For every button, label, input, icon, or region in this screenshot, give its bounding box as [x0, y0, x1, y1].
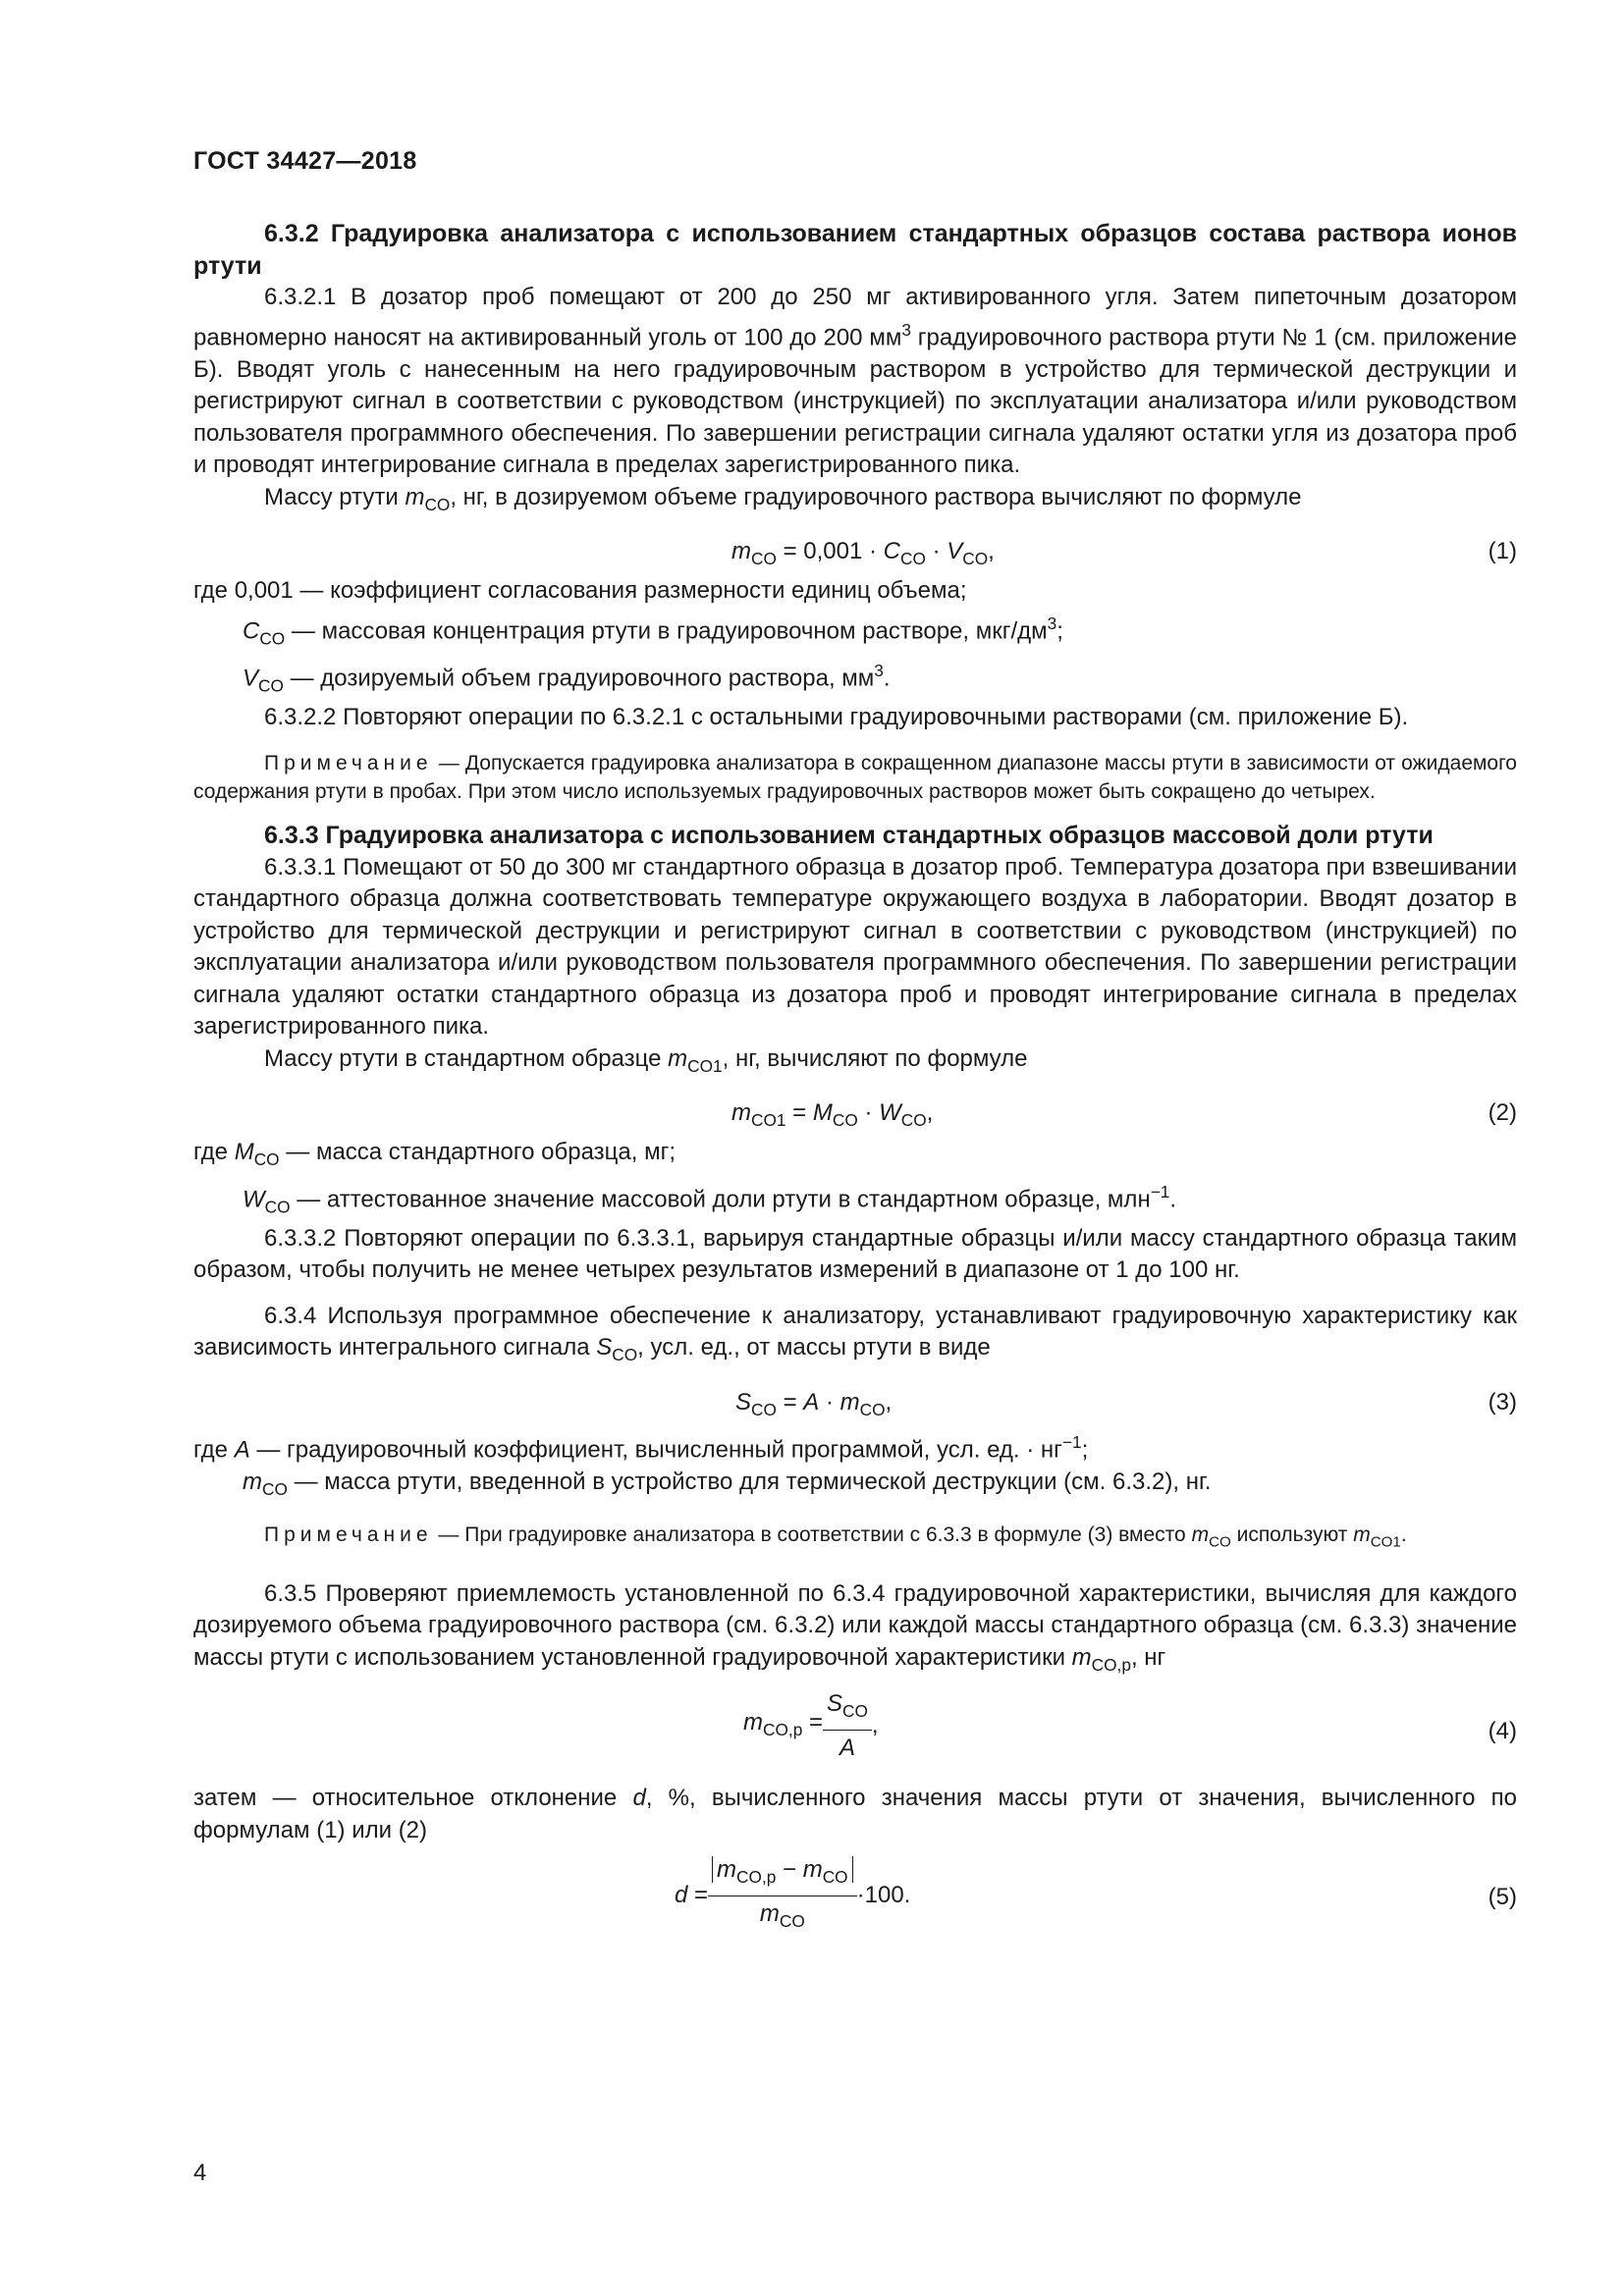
paragraph-mass-formula-intro: Массу ртути $m_{CO}$, нг, в дозируемом объеме градуировочного раствора вычисляют по формуле	[264, 483, 1302, 514]
paragraph-relative-deviation: затем — относительное отклонение d, %, вычисленного значения массы ртути от значения, вычисленного по формулам (1) или (2)	[193, 1785, 1517, 1843]
paragraph-6-3-3-1: 6.3.3.1 Помещают от 50 до 300 мг стандартного образца в дозатор проб. Температура дозатора при взвешивании стандартного образца должна соответствовать температуре окружающего воздуха в лаборатории. Вводят дозатор в устройство для термической деструкции и регистрируют сигнал в соответствии с руководством (инструкцией) по эксплуатации анализатора и/или руководством пользователя программного обеспечения. По завершении регистрации сигнала удаляют остатки стандартного образца из дозатора проб и проводят интегрирование сигнала в пределах зарегистрированного пика.	[193, 853, 1517, 1041]
note-6-3-4: Примечание — При градуировке анализатора в соответствии с 6.3.3 в формуле (3) вместо $m_{CO}$ используют $m_{CO1}$.	[264, 1523, 1407, 1551]
formula-3-number: (3)	[1488, 1388, 1517, 1415]
paragraph-co1-formula-intro: Массу ртути в стандартном образце $m_{CO1}$, нг, вычисляют по формуле	[264, 1044, 1028, 1076]
formula-5-number: (5)	[1488, 1884, 1517, 1911]
formula-4-expression: $m_{CO,p}$ = $\frac{S_{CO}}{A}$ ,	[743, 1688, 879, 1764]
paragraph-6-3-2-2: 6.3.2.2 Повторяют операции по 6.3.2.1 с остальными градуировочными растворами (см. приложение Б).	[264, 703, 1409, 730]
where-mass-co: $m_{CO}$ — масса ртути, введенной в устройство для термической деструкции (см. 6.3.2), нг.	[243, 1468, 1212, 1499]
where-mass-fraction: $W_{CO}$ — аттестованное значение массовой доли ртути в стандартном образце, млн$^{-1}$.	[243, 1181, 1177, 1217]
formula-2	[193, 1090, 1517, 1135]
paragraph-6-3-2-1: 6.3.2.1 В дозатор проб помещают от 200 до 250 мг активированного угля. Затем пипеточным дозатором равномерно наносят на активированный уголь от 100 до 200 $мм^3$ градуировочного раствора ртути № 1 (см. приложение Б). Вводят уголь с нанесенным на него градуировочным раствором в устройство для термической деструкции и регистрируют сигнал в соответствии с руководством (инструкцией) по эксплуатации анализатора и/или руководством пользователя программного обеспечения. По завершении регистрации сигнала удаляют остатки угля из дозатора проб и проводят интегрирование сигнала в пределах зарегистрированного пика.	[193, 284, 1518, 478]
formula-4	[193, 1684, 1517, 1779]
formula-5-expression: d = $\frac{m_{CO,p} - m_{CO}}{m_{CO}}$ ·100 .	[675, 1854, 910, 1937]
where-coefficient-a: где A — градуировочный коэффициент, вычисленный программой, усл. ед. · $нг^{-1}$;	[193, 1431, 1089, 1464]
formula-2-number: (2)	[1488, 1099, 1517, 1127]
formula-5-fraction: $\frac{m_{CO,p} - m_{CO}}{m_{CO}}$	[708, 1854, 857, 1937]
formula-3-expression: $S_{CO} = A \cdot m_{CO}$,	[735, 1388, 893, 1419]
formula-4-fraction: $\frac{S_{CO}}{A}$	[823, 1688, 872, 1764]
paragraph-6-3-5: 6.3.5 Проверяют приемлемость установленной по 6.3.4 градуировочной характеристики, вычисляя для каждого дозируемого объема градуировочного раствора (см. 6.3.2) или каждой массы стандартного образца (см. 6.3.3) значение массы ртути с использованием установленной градуировочной характеристики $m_{CO,p}$, нг	[193, 1579, 1517, 1675]
formula-1	[193, 528, 1517, 573]
paragraph-6-3-4: 6.3.4 Используя программное обеспечение к анализатору, устанавливают градуировочную характеристику как зависимость интегрального сигнала $S_{CO}$, усл. ед., от массы ртути в виде	[193, 1302, 1517, 1365]
document-body	[193, 218, 1517, 1949]
formula-2-expression: $m_{CO1} = M_{CO} \cdot W_{CO}$,	[731, 1099, 934, 1131]
formula-5	[193, 1850, 1517, 1945]
section-heading-6-3-3: 6.3.3 Градуировка анализатора с использованием стандартных образцов массовой доли ртути	[264, 822, 1434, 850]
where-volume: $V_{CO}$ — дозируемый объем градуировочного раствора, $мм^3$.	[243, 660, 891, 696]
where-concentration: $C_{CO}$ — массовая концентрация ртути в градуировочном растворе, мкг/$дм^3$;	[243, 613, 1063, 649]
formula-3	[193, 1379, 1517, 1424]
paragraph-6-3-3-2: 6.3.3.2 Повторяют операции по 6.3.3.1, варьируя стандартные образцы и/или массу стандартного образца таким образом, чтобы получить не менее четырех результатов измерений в диапазоне от 1 до 100 нг.	[193, 1224, 1517, 1284]
where-coefficient: где 0,001 — коэффициент согласования размерности единиц объема;	[193, 577, 967, 605]
formula-4-number: (4)	[1488, 1718, 1517, 1745]
note-6-3-2: Примечание — Допускается градуировка анализатора в сокращенном диапазоне массы ртути в зависимости от ожидаемого содержания ртути в пробах. При этом число используемых градуировочных растворов может быть сокращено до четырех.	[193, 752, 1517, 804]
formula-1-expression: $m_{CO} = 0,001 \cdot C_{CO} \cdot V_{CO}$,	[731, 538, 995, 569]
page-number: 4	[193, 2160, 207, 2186]
where-sample-mass: где $M_{CO}$ — масса стандартного образца, мг;	[193, 1139, 677, 1170]
document-header: ГОСТ 34427—2018	[193, 147, 417, 175]
section-heading-6-3-2: 6.3.2 Градуировка анализатора с использованием стандартных образцов состава раствора ионов ртути	[193, 220, 1517, 280]
formula-1-number: (1)	[1488, 538, 1517, 565]
